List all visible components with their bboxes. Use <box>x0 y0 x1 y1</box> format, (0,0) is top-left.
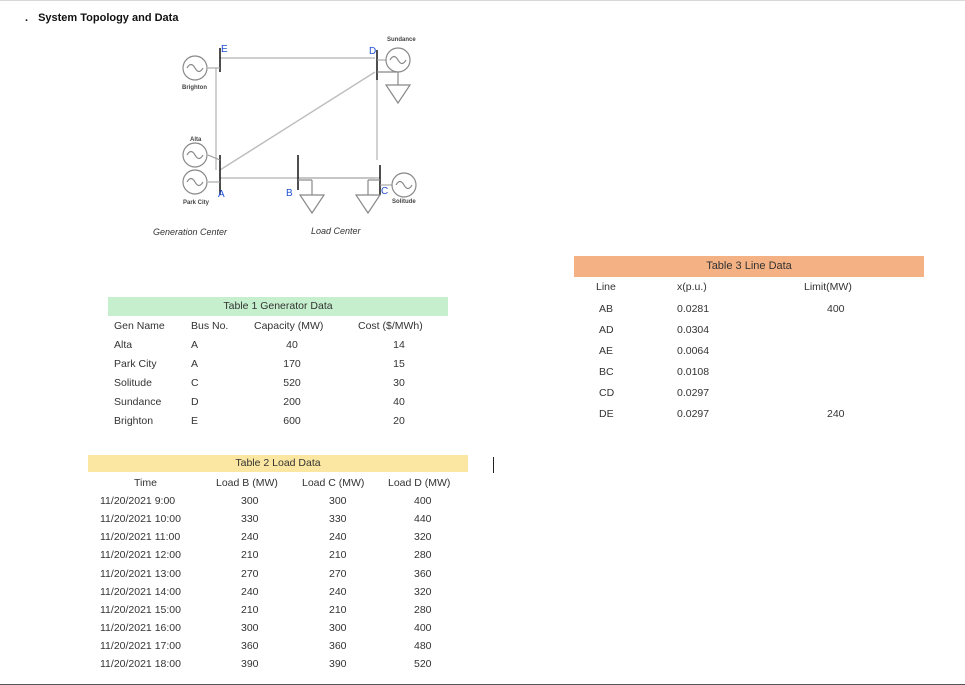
table2-cell: 320 <box>414 531 432 543</box>
table2-cell: 280 <box>414 549 432 561</box>
table2-cell: 11/20/2021 17:00 <box>100 640 181 652</box>
table3-cell: 240 <box>827 408 845 420</box>
table2-cell: 11/20/2021 15:00 <box>100 604 181 616</box>
table1-cell: Brighton <box>114 415 154 427</box>
bus-label-a: A <box>218 189 225 200</box>
load-triangle-icon <box>356 195 380 213</box>
table2-cell: 300 <box>329 495 347 507</box>
table1-header: Bus No. <box>191 320 229 332</box>
table2-cell: 240 <box>241 531 259 543</box>
table2-cell: 400 <box>414 622 432 634</box>
table3-cell: 0.0064 <box>677 345 710 357</box>
table1-cell: 170 <box>283 358 301 370</box>
table2-cell: 240 <box>241 586 259 598</box>
page-top-border <box>0 0 965 1</box>
gen-label-park-city: Park City <box>183 200 210 206</box>
table3-cell: 0.0297 <box>677 387 710 399</box>
bus-bars <box>220 48 380 195</box>
topology-diagram <box>140 30 440 245</box>
table1-cell: 15 <box>393 358 405 370</box>
table1-cell: A <box>191 339 199 351</box>
table2-header: Load D (MW) <box>388 477 451 489</box>
table2-cell: 210 <box>329 604 347 616</box>
section-heading <box>25 12 178 24</box>
table2-cell: 360 <box>241 640 259 652</box>
table2-cell: 240 <box>329 531 347 543</box>
line-data-table <box>574 256 924 426</box>
table3-cell: 0.0297 <box>677 408 710 420</box>
table1-caption: Table 1 Generator Data <box>108 297 448 316</box>
table2-cell: 360 <box>414 568 432 580</box>
bus-label-c: C <box>381 186 389 197</box>
table2-cell: 11/20/2021 10:00 <box>100 513 181 525</box>
table1-cell: 14 <box>393 339 405 351</box>
table1-cell: A <box>191 358 199 370</box>
generator-data-table <box>108 297 453 437</box>
table3-cell: CD <box>599 387 615 399</box>
table1-cell: 200 <box>283 396 301 408</box>
table1-cell: C <box>191 377 199 389</box>
table3-cell: AE <box>599 345 614 357</box>
table3-cell: AD <box>599 324 614 336</box>
generator-icon <box>183 56 207 80</box>
table1-cell: Park City <box>114 358 157 370</box>
generator-icon <box>183 170 207 194</box>
table2-cell: 270 <box>329 568 347 580</box>
table2-cell: 240 <box>329 586 347 598</box>
table3-cell: DE <box>599 408 614 420</box>
gen-label-solitude: Solitude <box>392 199 416 205</box>
bus-label-b: B <box>286 188 293 199</box>
table2-cell: 11/20/2021 11:00 <box>100 531 181 543</box>
table1-cell: 40 <box>286 339 298 351</box>
table1-header: Capacity (MW) <box>254 320 324 332</box>
table2-cell: 360 <box>329 640 347 652</box>
table1-cell: 520 <box>283 377 301 389</box>
table2-cell: 210 <box>241 604 259 616</box>
table1-cell: 40 <box>393 396 405 408</box>
table2-cell: 11/20/2021 14:00 <box>100 586 181 598</box>
text-cursor <box>493 457 494 473</box>
gen-label-brighton: Brighton <box>182 85 207 91</box>
generator-icon <box>392 173 416 197</box>
table2-caption: Table 2 Load Data <box>88 455 468 472</box>
table2-cell: 520 <box>414 658 432 670</box>
gen-label-alta: Alta <box>190 137 202 143</box>
table2-cell: 210 <box>241 549 259 561</box>
table2-cell: 320 <box>414 586 432 598</box>
load-triangle-icon <box>300 195 324 213</box>
table3-header: Limit(MW) <box>804 281 852 293</box>
bus-label-d: D <box>369 46 377 57</box>
table3-cell: 0.0108 <box>677 366 710 378</box>
table3-caption: Table 3 Line Data <box>574 256 924 277</box>
table3-header: Line <box>596 281 616 293</box>
load-triangle-icon <box>386 85 410 103</box>
region-label-generation: Generation Center <box>153 227 228 237</box>
table2-header: Load B (MW) <box>216 477 278 489</box>
gen-label-sundance: Sundance <box>387 37 416 43</box>
table1-cell: Sundance <box>114 396 162 408</box>
load-icons <box>298 72 410 213</box>
region-label-load: Load Center <box>311 226 361 236</box>
table2-cell: 300 <box>329 622 347 634</box>
table2-header: Time <box>134 477 157 489</box>
table1-cell: 600 <box>283 415 301 427</box>
heading-bullet: . <box>25 12 29 24</box>
table3-header: x(p.u.) <box>677 281 707 293</box>
table2-cell: 390 <box>241 658 259 670</box>
table2-cell: 11/20/2021 9:00 <box>100 495 176 507</box>
table1-cell: 30 <box>393 377 405 389</box>
table1-cell: E <box>191 415 199 427</box>
table2-cell: 11/20/2021 12:00 <box>100 549 181 561</box>
heading-title: System Topology and Data <box>38 12 179 24</box>
table2-cell: 330 <box>241 513 259 525</box>
table2-cell: 210 <box>329 549 347 561</box>
generator-icon <box>183 143 207 167</box>
table1-cell: Solitude <box>114 377 152 389</box>
table2-header: Load C (MW) <box>302 477 365 489</box>
table2-cell: 11/20/2021 18:00 <box>100 658 181 670</box>
table1-cell: 20 <box>393 415 405 427</box>
generator-icons <box>183 48 416 197</box>
bus-label-e: E <box>221 44 228 55</box>
table2-cell: 400 <box>414 495 432 507</box>
table3-cell: 0.0304 <box>677 324 710 336</box>
table3-cell: 400 <box>827 303 845 315</box>
table2-cell: 11/20/2021 13:00 <box>100 568 181 580</box>
table2-cell: 300 <box>241 495 259 507</box>
table2-cell: 11/20/2021 16:00 <box>100 622 181 634</box>
table2-cell: 440 <box>414 513 432 525</box>
table3-cell: 0.0281 <box>677 303 710 315</box>
table2-cell: 480 <box>414 640 432 652</box>
table1-cell: D <box>191 396 199 408</box>
table1-header: Gen Name <box>114 320 165 332</box>
table2-cell: 300 <box>241 622 259 634</box>
table1-cell: Alta <box>114 339 133 351</box>
table1-header: Cost ($/MWh) <box>358 320 423 332</box>
table2-cell: 280 <box>414 604 432 616</box>
table2-cell: 270 <box>241 568 259 580</box>
generator-icon <box>386 48 410 72</box>
load-data-table <box>88 455 468 680</box>
table3-cell: AB <box>599 303 614 315</box>
table2-cell: 330 <box>329 513 347 525</box>
table2-cell: 390 <box>329 658 347 670</box>
link-alta <box>208 155 220 160</box>
table3-cell: BC <box>599 366 614 378</box>
